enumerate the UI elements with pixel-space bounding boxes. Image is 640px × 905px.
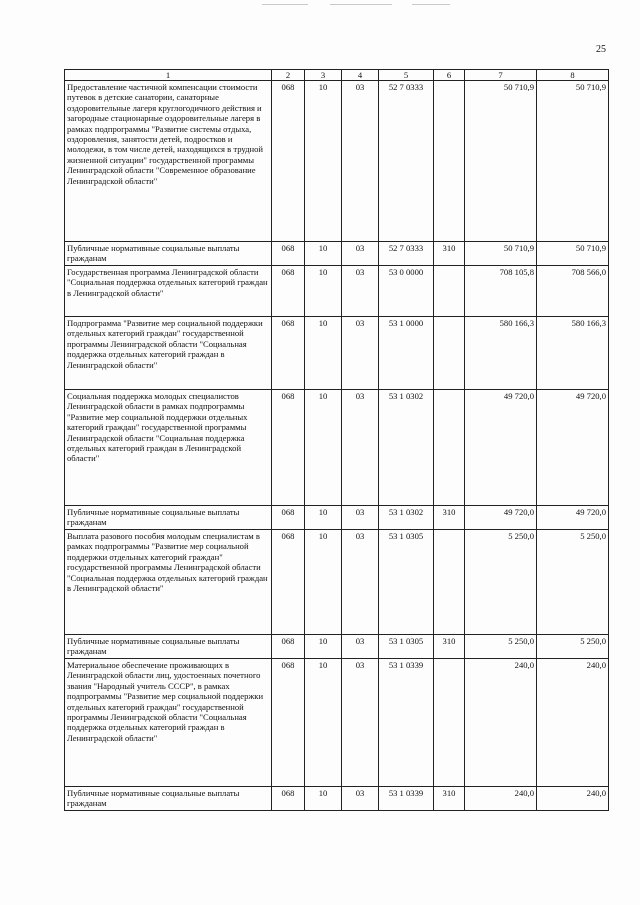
row-name: Материальное обеспечение проживающих в Ленинградской области лиц, удостоенных почетного звания "Народный учитель СССР", в рамках подпрограммы "Развитие мер социальной поддержки отдельных категорий граждан" государственной программы Ленинградской области "Социальная поддержка отдельных категорий граждан в Ленинградской области" bbox=[65, 659, 272, 787]
cell-target-article: 52 7 0333 bbox=[379, 242, 434, 266]
cell-grbs: 068 bbox=[272, 242, 305, 266]
table-row bbox=[65, 530, 609, 635]
column-header: 8 bbox=[537, 70, 609, 81]
cell-subsection: 03 bbox=[342, 266, 379, 317]
column-header: 2 bbox=[272, 70, 305, 81]
column-header: 6 bbox=[434, 70, 465, 81]
column-header: 1 bbox=[65, 70, 272, 81]
cell-expense-type: 310 bbox=[434, 242, 465, 266]
cell-amount-1: 49 720,0 bbox=[465, 390, 537, 506]
cell-expense-type: 310 bbox=[434, 787, 465, 811]
cell-target-article: 53 1 0339 bbox=[379, 787, 434, 811]
cell-section: 10 bbox=[305, 242, 342, 266]
cell-subsection: 03 bbox=[342, 390, 379, 506]
cell-grbs: 068 bbox=[272, 506, 305, 530]
table-row bbox=[65, 317, 609, 390]
cell-amount-2: 50 710,9 bbox=[537, 242, 609, 266]
cell-grbs: 068 bbox=[272, 81, 305, 242]
cell-subsection: 03 bbox=[342, 635, 379, 659]
cell-target-article: 53 1 0302 bbox=[379, 390, 434, 506]
cell-grbs: 068 bbox=[272, 266, 305, 317]
cell-amount-2: 708 566,0 bbox=[537, 266, 609, 317]
cell-amount-1: 580 166,3 bbox=[465, 317, 537, 390]
row-name: Подпрограмма "Развитие мер социальной поддержки отдельных категорий граждан" государственной программы Ленинградской области "Социальная поддержка отдельных категорий граждан в Ленинградской области" bbox=[65, 317, 272, 390]
row-name: Публичные нормативные социальные выплаты гражданам bbox=[65, 506, 272, 530]
cell-subsection: 03 bbox=[342, 317, 379, 390]
cell-section: 10 bbox=[305, 506, 342, 530]
cell-section: 10 bbox=[305, 659, 342, 787]
scan-artifact bbox=[330, 4, 392, 5]
column-header: 4 bbox=[342, 70, 379, 81]
table-row bbox=[65, 506, 609, 530]
cell-subsection: 03 bbox=[342, 81, 379, 242]
cell-amount-1: 49 720,0 bbox=[465, 506, 537, 530]
column-header: 7 bbox=[465, 70, 537, 81]
table-row bbox=[65, 242, 609, 266]
cell-expense-type bbox=[434, 659, 465, 787]
cell-section: 10 bbox=[305, 530, 342, 635]
cell-target-article: 53 1 0305 bbox=[379, 635, 434, 659]
cell-section: 10 bbox=[305, 390, 342, 506]
cell-grbs: 068 bbox=[272, 787, 305, 811]
table-row bbox=[65, 81, 609, 242]
cell-amount-1: 50 710,9 bbox=[465, 81, 537, 242]
cell-subsection: 03 bbox=[342, 787, 379, 811]
cell-section: 10 bbox=[305, 787, 342, 811]
scan-artifact bbox=[412, 4, 450, 5]
cell-amount-1: 240,0 bbox=[465, 659, 537, 787]
cell-target-article: 53 1 0000 bbox=[379, 317, 434, 390]
cell-amount-1: 708 105,8 bbox=[465, 266, 537, 317]
cell-section: 10 bbox=[305, 81, 342, 242]
cell-subsection: 03 bbox=[342, 530, 379, 635]
row-name: Социальная поддержка молодых специалистов Ленинградской области в рамках подпрограммы "Развитие мер социальной поддержки отдельных категорий граждан" государственной программы Ленинградской области "Социальная поддержка отдельных категорий граждан в Ленинградской области" bbox=[65, 390, 272, 506]
row-name: Государственная программа Ленинградской области "Социальная поддержка отдельных категорий граждан в Ленинградской области" bbox=[65, 266, 272, 317]
header-row bbox=[65, 70, 609, 81]
row-name: Публичные нормативные социальные выплаты гражданам bbox=[65, 787, 272, 811]
cell-expense-type: 310 bbox=[434, 635, 465, 659]
cell-subsection: 03 bbox=[342, 242, 379, 266]
cell-amount-2: 49 720,0 bbox=[537, 390, 609, 506]
table-row bbox=[65, 787, 609, 811]
table-row bbox=[65, 635, 609, 659]
cell-amount-1: 5 250,0 bbox=[465, 635, 537, 659]
cell-target-article: 53 0 0000 bbox=[379, 266, 434, 317]
cell-target-article: 52 7 0333 bbox=[379, 81, 434, 242]
cell-target-article: 53 1 0305 bbox=[379, 530, 434, 635]
cell-amount-2: 240,0 bbox=[537, 659, 609, 787]
cell-section: 10 bbox=[305, 317, 342, 390]
cell-expense-type bbox=[434, 390, 465, 506]
cell-amount-1: 240,0 bbox=[465, 787, 537, 811]
row-name: Предоставление частичной компенсации стоимости путевок в детские санатории, санаторные оздоровительные лагеря круглогодичного действия и загородные стационарные оздоровительные лагеря в рамках подпрограммы "Развитие системы отдыха, оздоровления, занятости детей, подростков и молодежи, в том числе детей, находящихся в трудной жизненной ситуации" государственной программы Ленинградской области "Современное образование Ленинградской области" bbox=[65, 81, 272, 242]
cell-subsection: 03 bbox=[342, 659, 379, 787]
cell-expense-type bbox=[434, 266, 465, 317]
scan-artifact bbox=[262, 4, 308, 5]
cell-expense-type: 310 bbox=[434, 506, 465, 530]
cell-grbs: 068 bbox=[272, 659, 305, 787]
row-name: Публичные нормативные социальные выплаты гражданам bbox=[65, 242, 272, 266]
column-header: 3 bbox=[305, 70, 342, 81]
cell-amount-2: 50 710,9 bbox=[537, 81, 609, 242]
cell-subsection: 03 bbox=[342, 506, 379, 530]
cell-grbs: 068 bbox=[272, 317, 305, 390]
cell-amount-2: 580 166,3 bbox=[537, 317, 609, 390]
cell-section: 10 bbox=[305, 635, 342, 659]
row-name: Выплата разового пособия молодым специалистам в рамках подпрограммы "Развитие мер социальной поддержки отдельных категорий граждан" государственной программы Ленинградской области "Социальная поддержка отдельных категорий граждан в Ленинградской области" bbox=[65, 530, 272, 635]
row-name: Публичные нормативные социальные выплаты гражданам bbox=[65, 635, 272, 659]
budget-table bbox=[64, 69, 609, 811]
cell-amount-1: 5 250,0 bbox=[465, 530, 537, 635]
cell-target-article: 53 1 0302 bbox=[379, 506, 434, 530]
cell-amount-2: 49 720,0 bbox=[537, 506, 609, 530]
cell-amount-2: 5 250,0 bbox=[537, 635, 609, 659]
cell-grbs: 068 bbox=[272, 635, 305, 659]
table-row bbox=[65, 390, 609, 506]
cell-grbs: 068 bbox=[272, 530, 305, 635]
cell-amount-2: 5 250,0 bbox=[537, 530, 609, 635]
cell-expense-type bbox=[434, 81, 465, 242]
table-row bbox=[65, 266, 609, 317]
cell-grbs: 068 bbox=[272, 390, 305, 506]
cell-expense-type bbox=[434, 317, 465, 390]
cell-amount-2: 240,0 bbox=[537, 787, 609, 811]
cell-target-article: 53 1 0339 bbox=[379, 659, 434, 787]
cell-expense-type bbox=[434, 530, 465, 635]
table-row bbox=[65, 659, 609, 787]
cell-amount-1: 50 710,9 bbox=[465, 242, 537, 266]
page-number: 25 bbox=[596, 44, 606, 55]
column-header: 5 bbox=[379, 70, 434, 81]
cell-section: 10 bbox=[305, 266, 342, 317]
